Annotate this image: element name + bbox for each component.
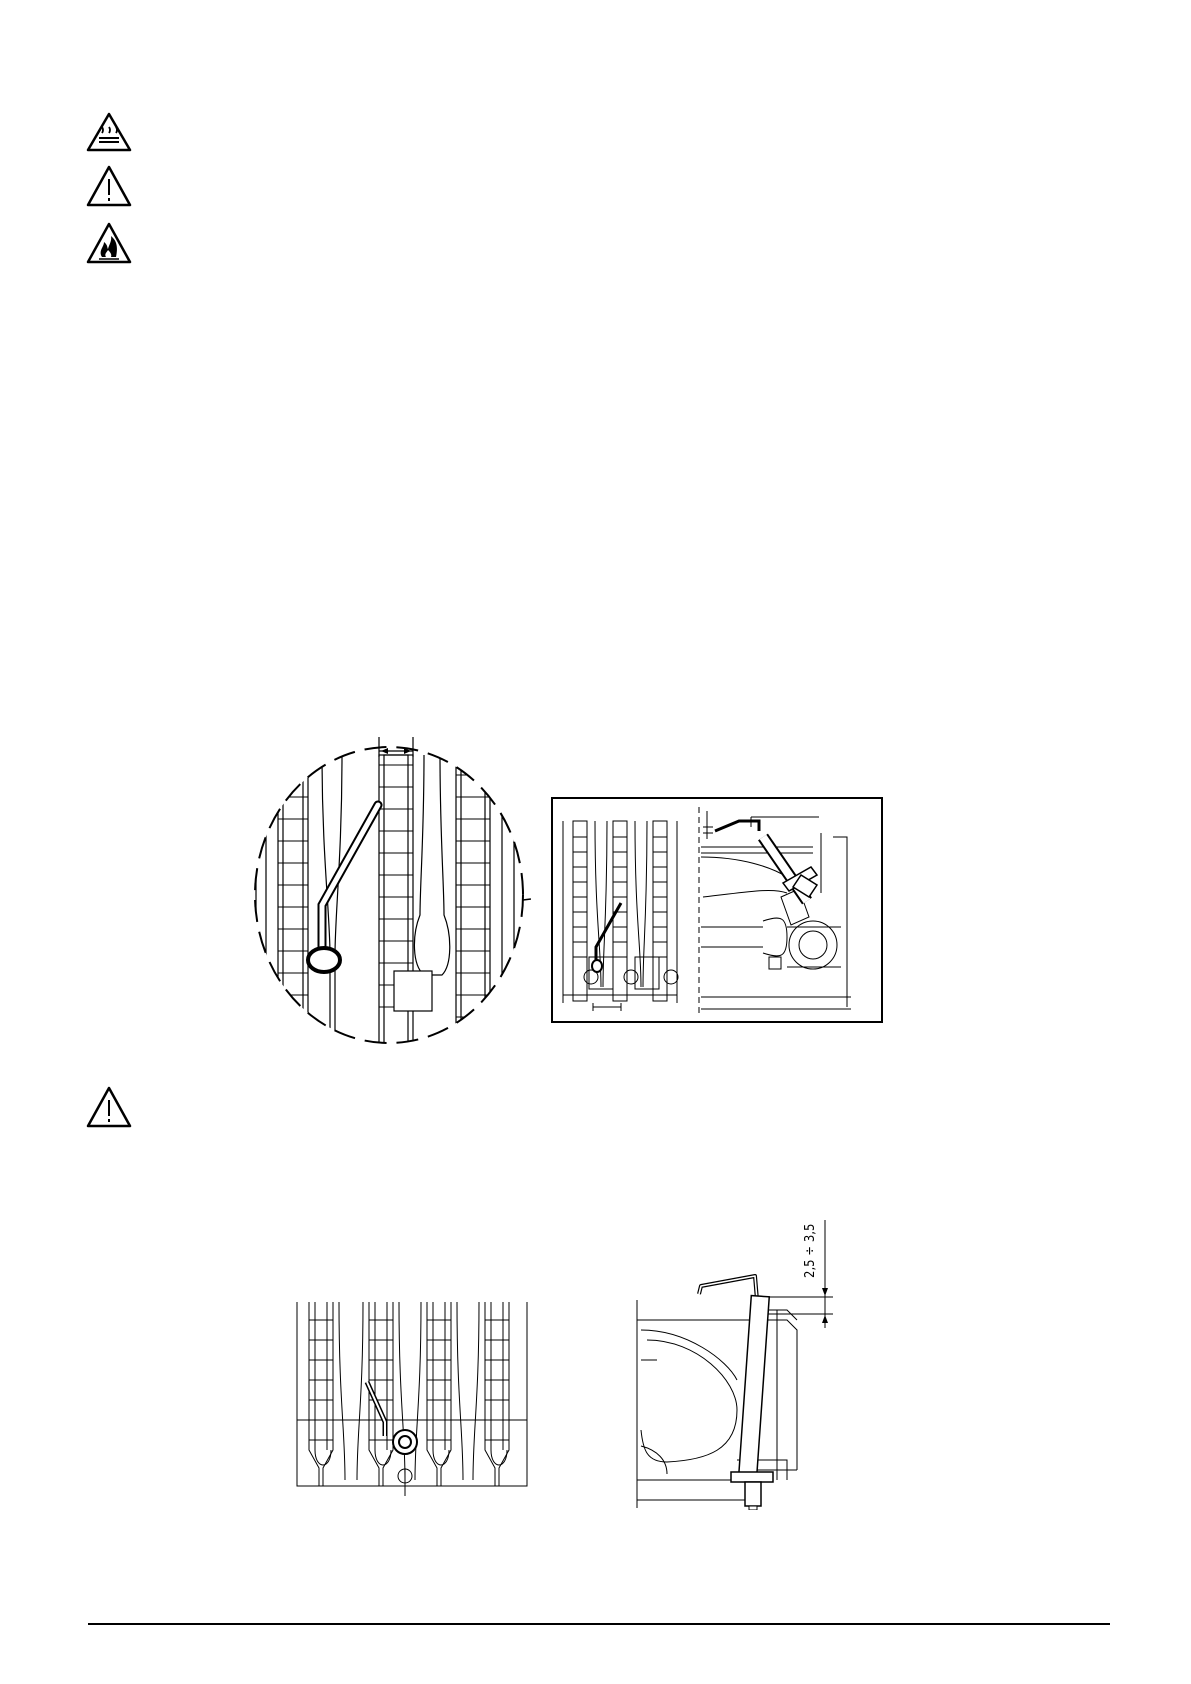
note-warning-icon [86, 1085, 132, 1129]
general-warning-icon [86, 164, 132, 208]
electrode-gap-dimension-label: 2,5 ÷ 3,5 [803, 1223, 818, 1278]
footer-rule [88, 1623, 1110, 1625]
electrode-position-inset [551, 797, 883, 1023]
electrode-side-view [627, 1210, 857, 1510]
burner-front-view [295, 1300, 529, 1510]
flammable-warning-icon [86, 221, 132, 265]
hot-surface-warning-icon [86, 111, 132, 153]
electrode-detail-figure [242, 735, 532, 1045]
